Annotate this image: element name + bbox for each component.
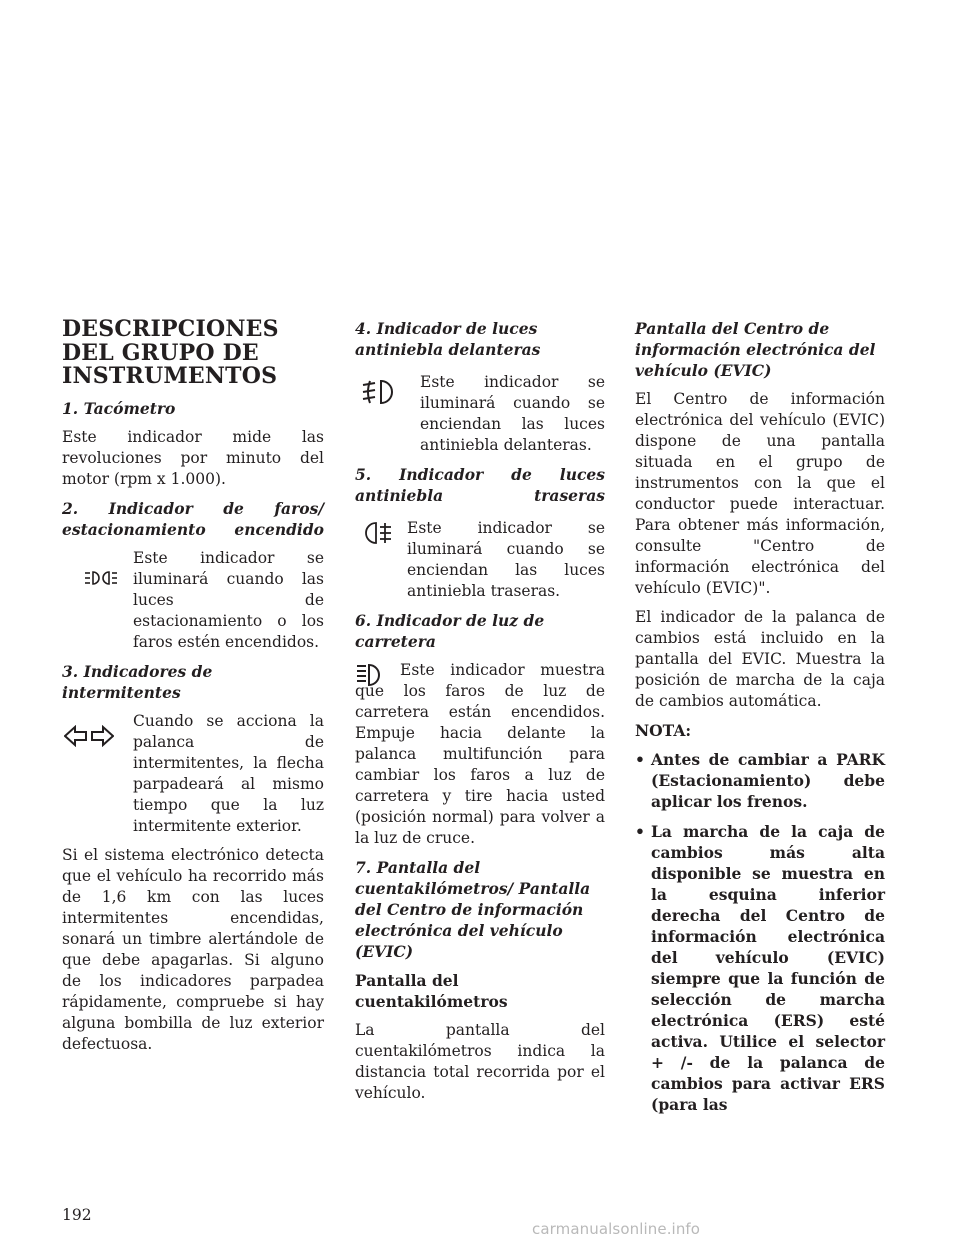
- rear-fog-heading: 5. Indicador de luces antiniebla traseras: [355, 465, 605, 505]
- front-fog-light-icon: [361, 378, 397, 406]
- watermark: carmanualsonline.info: [532, 1220, 701, 1238]
- tachometer-text: Este indicador mide las revoluciones por minuto del motor (rpm x 1.000).: [62, 427, 324, 488]
- tachometer-heading: 1. Tacómetro: [62, 398, 176, 418]
- odometer-evic-heading: 7. Pantalla del cuentakilómetros/ Pantalla del Centro de información electrónica del vehículo (EVIC): [355, 858, 591, 961]
- front-fog-text: Este indicador se iluminará cuando se enciendan las luces antiniebla delanteras.: [420, 373, 605, 454]
- high-beam-heading: 6. Indicador de luz de carretera: [355, 611, 545, 651]
- turn-signal-heading: 3. Indicadores de intermitentes: [62, 661, 213, 702]
- evic-paragraph-1: El Centro de información electrónica del vehículo (EVIC) dispone de una pantalla situada en el grupo de instrumentos con la que el conductor puede interactuar. Para obtener más información, consulte "Centro de información electrónica del vehículo (EVIC)".: [635, 390, 885, 597]
- front-fog-heading: 4. Indicador de luces antiniebla delanteras: [355, 319, 541, 359]
- parking-lights-block: [62, 548, 324, 653]
- turn-signal-block: [62, 711, 324, 837]
- bullet-icon: •: [635, 750, 645, 769]
- column-2: [355, 318, 605, 1112]
- odometer-text: La pantalla del cuentakilómetros indica la distancia total recorrida por el vehículo.: [355, 1021, 605, 1102]
- evic-paragraph-2: El indicador de la palanca de cambios está incluido en la pantalla del EVIC. Muestra la posición de marcha de la caja de cambios automática.: [635, 608, 885, 710]
- rear-fog-light-icon: [365, 521, 393, 545]
- turn-signal-text: Cuando se acciona la palanca de intermitentes, la flecha parpadeará al mismo tiempo que la luz intermitente exterior.: [133, 711, 324, 835]
- evic-heading: Pantalla del Centro de información electrónica del vehículo (EVIC): [635, 319, 876, 380]
- rear-fog-block: [355, 518, 605, 602]
- high-beam-block: [355, 660, 605, 849]
- high-beam-icon: [356, 663, 382, 687]
- page-number: 192: [62, 1206, 92, 1224]
- note-label: NOTA:: [635, 721, 692, 740]
- column-1: [62, 318, 324, 1063]
- bullet-icon: •: [635, 822, 645, 841]
- list-item: • Antes de cambiar a PARK (Estacionamiento) debe aplicar los frenos.: [635, 750, 885, 811]
- parking-lights-icon: [84, 570, 118, 586]
- high-beam-text: Este indicador muestra que los faros de luz de carretera están encendidos. Empuje hacia delante la palanca multifunción para cambiar los faros a luz de carretera y tire hacia usted (posición normal) para volver a la luz de cruce.: [355, 661, 605, 847]
- parking-lights-text: Este indicador se iluminará cuando las luces de estacionamiento o los faros estén encendidos.: [133, 548, 324, 651]
- front-fog-block: [355, 372, 605, 456]
- turn-signal-arrows-icon: [64, 725, 114, 747]
- list-item: • La marcha de la caja de cambios más alta disponible se muestra en la esquina inferior derecha del Centro de información electrónica del vehículo (EVIC) siempre que la función de selección de marcha electrónica (ERS) esté activa. Utilice el selector + /- de la palanca de cambios para activar ERS (para las: [635, 822, 885, 1114]
- note-list: [635, 749, 885, 1115]
- rear-fog-text: Este indicador se iluminará cuando se enciendan las luces antiniebla traseras.: [407, 519, 605, 600]
- odometer-subheading: Pantalla del cuentakilómetros: [355, 971, 508, 1011]
- parking-lights-heading: 2. Indicador de faros/ estacionamiento encendido: [62, 498, 324, 539]
- turn-signal-note: Si el sistema electrónico detecta que el vehículo ha recorrido más de 1,6 km con las luces intermitentes encendidas, sonará un timbre alertándole de que debe apagarlas. Si alguno de los indicadores parpadea rápidamente, compruebe si hay alguna bombilla de luz exterior defectuosa.: [62, 845, 324, 1053]
- column-3: [635, 318, 885, 1124]
- page-title: DESCRIPCIONES DEL GRUPO DE INSTRUMENTOS: [62, 316, 279, 389]
